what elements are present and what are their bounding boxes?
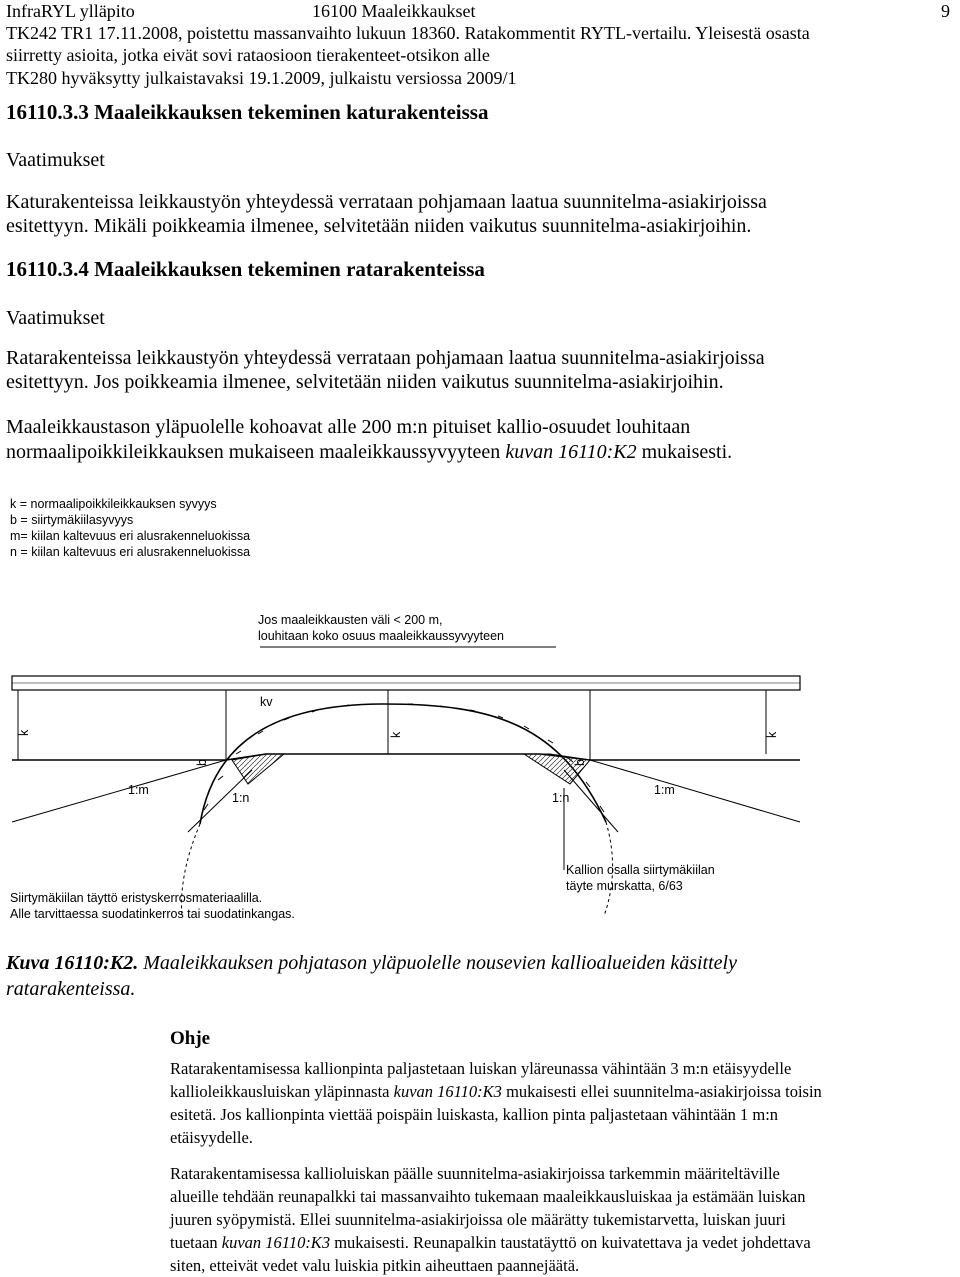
- paragraph-line: Maaleikkaustason yläpuolelle kohoavat alle 200 m:n pituiset kallio-osuudet louhitaan: [6, 416, 691, 438]
- caption-text: Maaleikkauksen pohjatason yläpuolelle nousevien kallioalueiden käsittely: [138, 952, 737, 974]
- guidance-line: Ratarakentamisessa kallionpinta paljastetaan luiskan yläreunassa vähintään 3 m:n etäisyydelle: [170, 1059, 792, 1078]
- guidance-line: esitetä. Jos kallionpinta viettää poispäin luiskasta, kallion pinta paljastetaan vähintään 1 m:n: [170, 1105, 779, 1124]
- label-kv: kv: [260, 695, 273, 709]
- figure-caption: [6, 950, 737, 1002]
- legend-entry: n = kiilan kaltevuus eri alusrakenneluokissa: [10, 545, 251, 559]
- caption-label: Kuva 16110:K2.: [6, 952, 139, 974]
- paragraph-line: Ratarakenteissa leikkaustyön yhteydessä verrataan pohjamaan laatua suunnitelma-asiakirjoissa: [6, 347, 765, 369]
- text-run: tuetaan: [170, 1233, 222, 1252]
- slope-1-m-left: [12, 760, 226, 822]
- label-k: k: [389, 731, 403, 738]
- guidance-line: Ratarakentamisessa kallioluiskan päälle suunnitelma-asiakirjoissa tarkemmin määriteltäville: [170, 1164, 780, 1183]
- label-b: b: [573, 759, 587, 766]
- formation-level: [12, 754, 800, 760]
- guidance-line: siten, etteivät vedet valu luiskia pitkin aiheuttaen paannejäätä.: [170, 1256, 580, 1275]
- figure-reference: kuvan 16110:K3: [221, 1233, 331, 1252]
- guidance-line: etäisyydelle.: [170, 1128, 253, 1147]
- legend-entry: k = normaalipoikkileikkauksen syvyys: [10, 497, 217, 511]
- paragraph-line: esitettyyn. Jos poikkeamia ilmenee, selvitetään niiden vaikutus suunnitelma-asiakirjoihin.: [6, 371, 724, 393]
- figure-note: Jos maaleikkausten väli < 200 m,: [258, 613, 443, 627]
- figure-reference: kuvan 16110:K3: [393, 1082, 502, 1101]
- header-line: siirretty asioita, jotka eivät sovi rataosioon tierakenteet-otsikon alle: [6, 45, 490, 65]
- legend-entry: b = siirtymäkiilasyvyys: [10, 513, 134, 527]
- figure-note: täyte murskatta, 6/63: [566, 879, 683, 893]
- label-slope-m: 1:m: [654, 783, 675, 797]
- legend-entry: m= kiilan kaltevuus eri alusrakenneluokissa: [10, 529, 251, 543]
- slope-1-m-right: [590, 760, 800, 822]
- header-line: TK242 TR1 17.11.2008, poistettu massanvaihto lukuun 18360. Ratakommentit RYTL-vertailu. Yleisestä osasta: [6, 23, 810, 43]
- page-header: [6, 0, 954, 22]
- guidance-line: juuren syöpymistä. Ellei suunnitelma-asiakirjoissa ole määrätty tukemistarvetta, luiskan juuri: [170, 1210, 786, 1229]
- subheading: Vaatimukset: [6, 307, 105, 329]
- label-k: k: [17, 729, 31, 736]
- figure-note: Kallion osalla siirtymäkiilan: [566, 863, 715, 877]
- section-heading: 16110.3.3 Maaleikkauksen tekeminen katurakenteissa: [6, 100, 489, 124]
- guidance-line: alueille tehdään reunapalkki tai massanvaihto tukemaan maaleikkausluiskaa ja estämään luiskan: [170, 1187, 806, 1206]
- header-line: TK280 hyväksytty julkaistavaksi 19.1.2009, julkaistu versiossa 2009/1: [6, 68, 517, 88]
- figure-note: louhitaan koko osuus maaleikkaussyvyyteen: [258, 629, 504, 643]
- figure-reference: kuvan 16110:K2: [505, 441, 637, 463]
- subheading: Vaatimukset: [6, 149, 105, 171]
- label-slope-n: 1:n: [232, 791, 250, 805]
- label-slope-m: 1:m: [128, 783, 149, 797]
- cross-section-figure: [4, 492, 804, 938]
- figure-note: Alle tarvittaessa suodatinkerros tai suodatinkangas.: [10, 907, 295, 921]
- paragraph-line: Katurakenteissa leikkaustyön yhteydessä verrataan pohjamaan laatua suunnitelma-asiakirjoissa: [6, 191, 767, 213]
- guidance-heading: Ohje: [170, 1028, 211, 1049]
- transition-wedge-left: [232, 754, 284, 784]
- text-run: mukaisesti ellei suunnitelma-asiakirjoissa toisin: [501, 1082, 822, 1101]
- caption-text: ratarakenteissa.: [6, 978, 136, 1000]
- page-number: 9: [941, 1, 950, 21]
- text-run: kallioleikkausluiskan yläpinnasta: [170, 1082, 394, 1101]
- header-section: 16100 Maaleikkaukset: [312, 1, 476, 21]
- transition-wedge-right: [524, 754, 590, 784]
- guidance-line: [170, 1231, 811, 1254]
- slope-1-n-right: [564, 770, 618, 832]
- header-org: InfraRYL ylläpito: [6, 1, 135, 21]
- text-run: mukaisesti.: [636, 441, 733, 463]
- label-k: k: [765, 731, 779, 738]
- guidance-line: [170, 1080, 822, 1103]
- paragraph-line: esitettyyn. Mikäli poikkeamia ilmenee, selvitetään niiden vaikutus suunnitelma-asiakirjoihin.: [6, 215, 752, 237]
- text-run: normaalipoikkileikkauksen mukaiseen maaleikkaussyvyyteen: [6, 441, 506, 463]
- figure-note: Siirtymäkiilan täyttö eristyskerrosmateriaalilla.: [10, 891, 263, 905]
- section-heading: 16110.3.4 Maaleikkauksen tekeminen ratarakenteissa: [6, 257, 485, 281]
- label-slope-n: 1:n: [552, 791, 570, 805]
- label-b: b: [195, 759, 209, 766]
- text-run: mukaisesti. Reunapalkin taustatäyttö on kuivatettava ja vedet johdettava: [330, 1233, 811, 1252]
- paragraph-line: [6, 440, 732, 464]
